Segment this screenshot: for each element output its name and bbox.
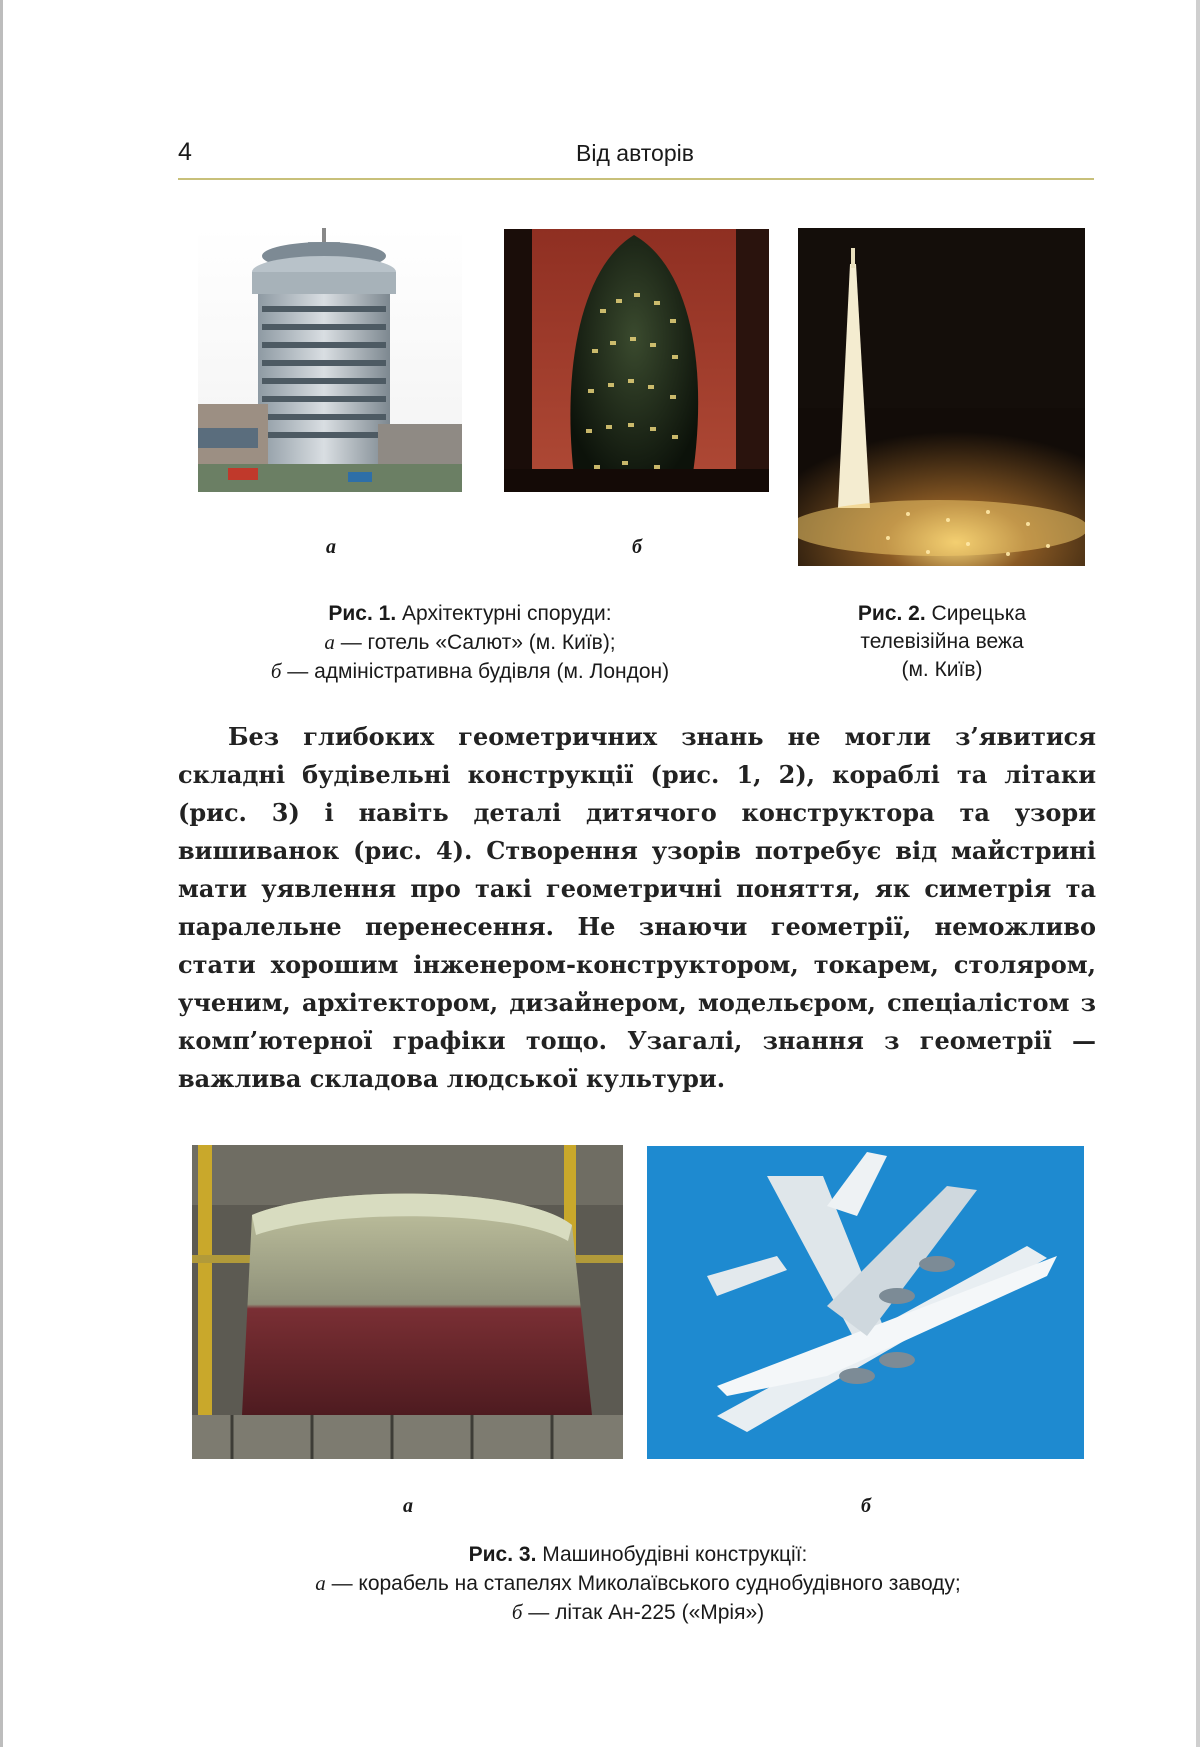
figure1-caption-prefix: Рис. 1. <box>328 602 397 625</box>
running-head: Від авторів <box>576 140 694 166</box>
page-edge-right <box>1196 0 1200 1747</box>
figure1-line-b-text: — адміністративна будівля (м. Лондон) <box>287 660 670 683</box>
figure3-line-a-letter: а <box>315 1571 326 1595</box>
figure3-label-b: б <box>861 1495 871 1517</box>
body-text <box>178 718 1096 1098</box>
header-rule <box>178 178 1094 180</box>
figure2-caption <box>800 600 1084 684</box>
photo-london-building <box>504 229 769 492</box>
photo-an225-plane <box>647 1146 1084 1459</box>
figure2-caption-line3: (м. Київ) <box>901 658 983 681</box>
figure1-line-a-letter: а <box>324 630 335 654</box>
figure1-label-b: б <box>632 536 642 558</box>
figure1-label-a: а <box>326 536 336 558</box>
figure3-line-b-text: — літак Ан-225 («Мрія») <box>528 1601 765 1624</box>
figure3-label-a: а <box>403 1495 413 1517</box>
photo-hotel-salut <box>198 228 462 492</box>
figure1-caption <box>220 600 720 686</box>
page-edge-left <box>0 0 3 1747</box>
figure3-caption-title: Машинобудівні конструкції: <box>542 1543 808 1566</box>
figure1-line-b-letter: б <box>270 659 282 683</box>
figure3-line-b-letter: б <box>511 1600 523 1624</box>
figure3-caption-prefix: Рис. 3. <box>468 1543 537 1566</box>
figure3-caption <box>190 1541 1086 1627</box>
figure2-caption-line1: Сирецька <box>931 602 1027 625</box>
photo-ship-shipyard <box>192 1145 623 1459</box>
figure2-caption-line2: телевізійна вежа <box>860 630 1024 653</box>
figure2-caption-prefix: Рис. 2. <box>857 602 926 625</box>
body-paragraph: Без глибоких геометричних знань не могли з’явитися складні будівельні конструкції (рис. 1, 2), кораблі та літаки (рис. 3) і навіть деталі дитячого конструктора та узори вишиванок (рис. 4). Створення узорів потребує від майстрині мати уявлення про такі геометричні поняття, як симетрія та паралельне перенесення. Не знаючи геометрії, неможливо стати хорошим інженером-конструктором, токарем, столяром, ученим, архітектором, дизайнером, модельєром, спеціалістом з комп’ютерної графіки тощо. Узагалі, знання з геометрії — важлива складова людської культури. <box>178 722 1096 1093</box>
figure1-caption-title: Архітектурні споруди: <box>402 602 612 625</box>
page-number: 4 <box>178 138 192 166</box>
photo-tv-tower <box>798 228 1085 566</box>
figure1-line-a-text: — готель «Салют» (м. Київ); <box>340 631 616 654</box>
figure3-line-a-text: — корабель на стапелях Миколаївського суднобудівного заводу; <box>331 1572 961 1595</box>
